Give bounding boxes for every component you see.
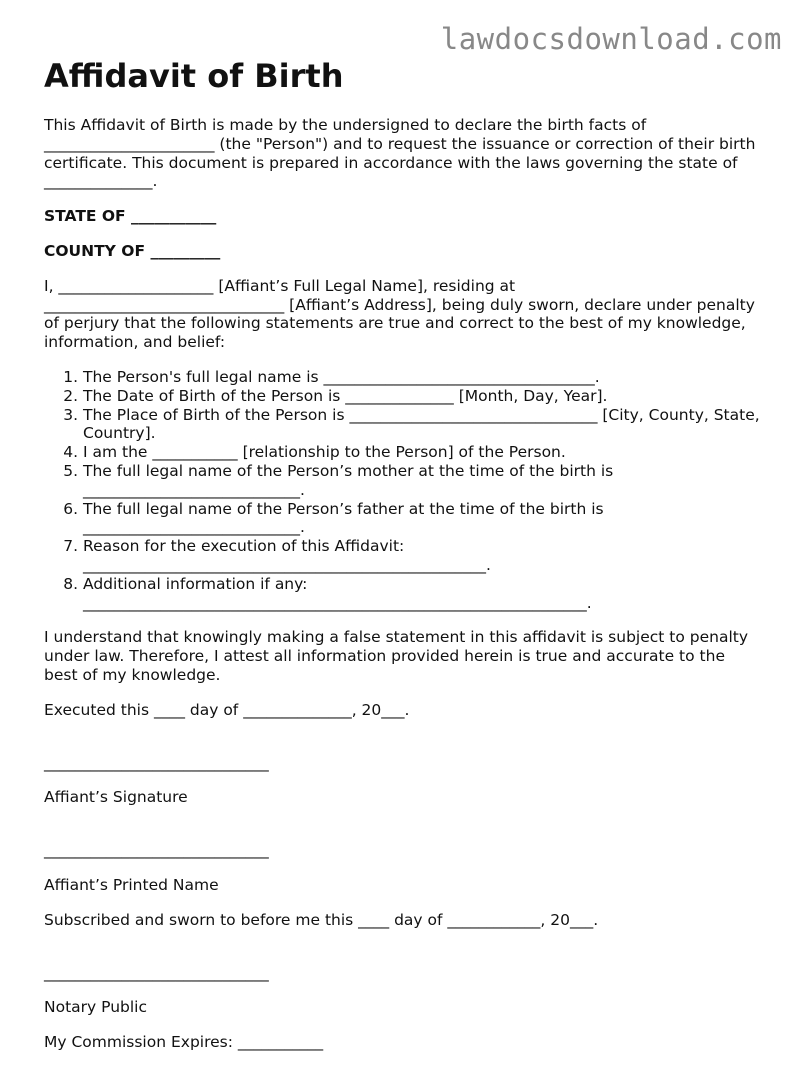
list-item: 3. The Place of Birth of the Person is ________________________________ [City, County, State, Country]. — [83, 406, 760, 444]
executed-line: Executed this ____ day of ______________, 20___. — [44, 700, 410, 719]
list-item: 6. The full legal name of the Person’s father at the time of the birth is ____________________________. — [83, 500, 760, 538]
list-item: 8. Additional information if any: _________________________________________________________________. — [83, 575, 760, 613]
county-line: COUNTY OF _________ — [44, 241, 221, 260]
affiant-printed-name-label: Affiant’s Printed Name — [44, 875, 219, 894]
intro-paragraph: This Affidavit of Birth is made by the undersigned to declare the birth facts of ______________________ (the "Person") and to request the issuance or correction of their birth certificate. This document is prepared in accordance with the laws governing the state of ______________. — [44, 116, 756, 191]
state-line: STATE OF ___________ — [44, 207, 217, 226]
list-item: 4. I am the ___________ [relationship to the Person] of the Person. — [83, 443, 760, 462]
signature-line: _____________________________ — [44, 753, 269, 772]
list-item: 1. The Person's full legal name is ___________________________________. — [83, 368, 760, 387]
list-item: 5. The full legal name of the Person’s mother at the time of the birth is ____________________________. — [83, 462, 760, 500]
document-body — [44, 116, 760, 1068]
notary-public-label: Notary Public — [44, 998, 147, 1017]
commission-expires-line: My Commission Expires: ___________ — [44, 1033, 324, 1052]
site-watermark: lawdocsdownload.com — [440, 22, 782, 56]
affiant-signature-label: Affiant’s Signature — [44, 788, 188, 807]
list-item: 7. Reason for the execution of this Affidavit: ____________________________________________________. — [83, 537, 760, 575]
statements-list — [44, 368, 760, 612]
printed-name-line: _____________________________ — [44, 841, 269, 860]
attestation-paragraph: I understand that knowingly making a false statement in this affidavit is subject to penalty under law. Therefore, I attest all information provided herein is true and accurate to the best of my knowledge. — [44, 628, 749, 684]
subscribed-line: Subscribed and sworn to before me this ____ day of ____________, 20___. — [44, 910, 599, 929]
declaration-paragraph: I, ____________________ [Affiant’s Full Legal Name], residing at _______________________________ [Affiant’s Address], being duly sworn, declare under penalty of perjury that the following statements are true and correct to the best of my knowledge, information, and belief: — [44, 276, 755, 352]
list-item: 2. The Date of Birth of the Person is ______________ [Month, Day, Year]. — [83, 387, 760, 406]
document-title: Affidavit of Birth — [44, 57, 344, 95]
notary-signature-line: _____________________________ — [44, 963, 269, 982]
